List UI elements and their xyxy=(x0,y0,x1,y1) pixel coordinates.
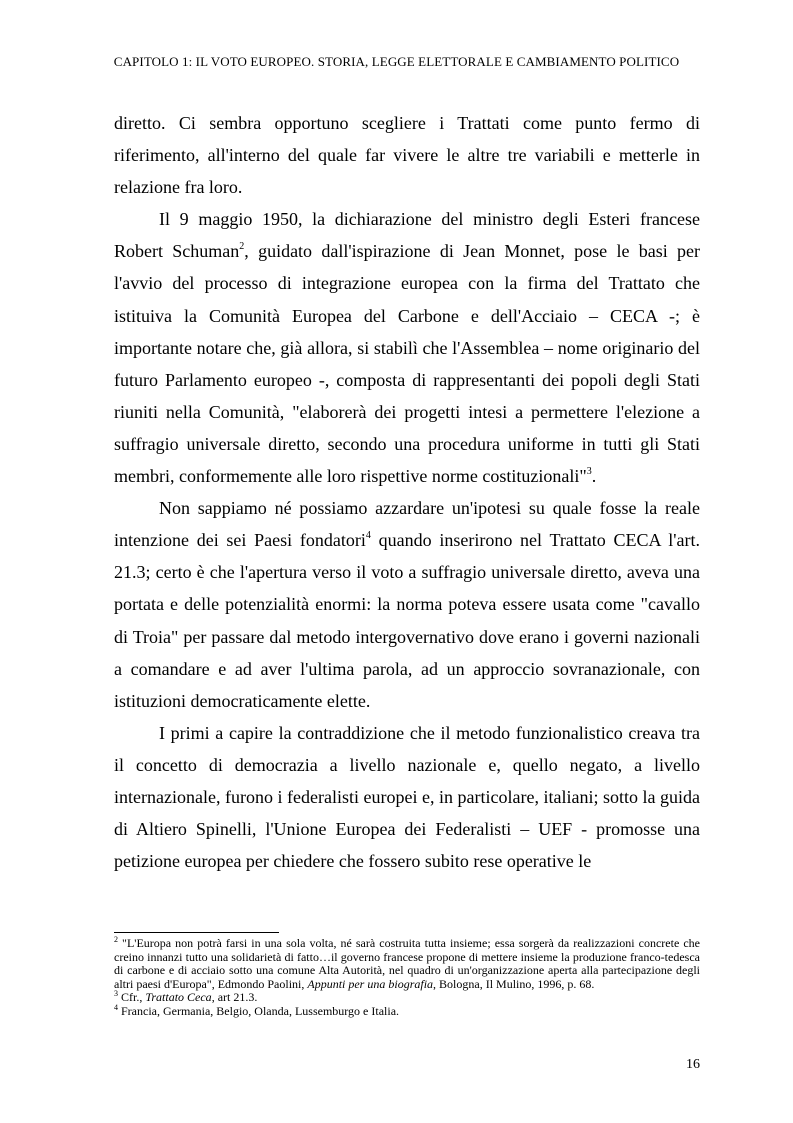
footnote-separator xyxy=(114,932,279,933)
footnote-4-number: 4 xyxy=(114,1002,118,1012)
footnote-ref-4[interactable]: 4 xyxy=(365,530,371,542)
footnote-ref-2[interactable]: 2 xyxy=(239,241,245,253)
paragraph-2 xyxy=(114,203,700,492)
running-header: CAPITOLO 1: IL VOTO EUROPEO. STORIA, LEGGE ELETTORALE E CAMBIAMENTO POLITICO xyxy=(113,54,680,69)
paragraph-3 xyxy=(114,492,700,717)
footnote-3-number: 3 xyxy=(114,989,118,998)
main-text xyxy=(114,107,700,877)
footnote-3-pre: Cfr., xyxy=(118,990,146,1004)
footnote-4 xyxy=(114,1002,700,1019)
footnotes xyxy=(114,937,700,1018)
page-number: 16 xyxy=(686,1057,700,1072)
paragraph-2-part-a: Il 9 maggio 1950, la dichiarazione del ministro degli Esteri francese Robert Schuman xyxy=(114,209,700,262)
footnote-4-text: Francia, Germania, Belgio, Olanda, Lussemburgo e Italia. xyxy=(118,1003,400,1018)
footnote-ref-3[interactable]: 3 xyxy=(586,466,592,478)
footnote-2-title: Appunti per una biografia xyxy=(307,976,434,991)
paragraph-2-part-c: . xyxy=(591,466,597,487)
paragraph-1: diretto. Ci sembra opportuno scegliere i Trattati come punto fermo di riferimento, all'interno del quale far vivere le altre tre variabili e metterle in relazione fra loro. xyxy=(114,113,700,198)
footnote-2 xyxy=(114,937,700,991)
paragraph-2-part-b: , guidato dall'ispirazione di Jean Monnet, pose le basi per l'avvio del processo di integrazione europea con la firma del Trattato che istituiva la Comunità Europea del Carbone e dell'Acciaio – CECA -; è importante notare che, già allora, si stabilì che l'Assemblea – nome originario del futuro Parlamento europeo -, composta di rappresentanti dei popoli degli Stati riuniti nella Comunità, "elaborerà dei progetti intesi a permettere l'elezione a suffragio universale diretto, secondo una procedura uniforme in tutti gli Stati membri, conformemente alle loro rispettive norme costituzionali" xyxy=(114,241,701,487)
footnote-2-tail: , Bologna, Il Mulino, 1996, p. 68. xyxy=(433,976,595,991)
paragraph-4: I primi a capire la contraddizione che il metodo funzionalistico creava tra il concetto di democrazia a livello nazionale e, quello negato, a livello internazionale, furono i federalisti europei e, in particolare, italiani; sotto la guida di Altiero Spinelli, l'Unione Europea dei Federalisti – UEF - promosse una petizione europea per chiedere che fossero subito rese operative le xyxy=(114,722,700,872)
footnote-2-number: 2 xyxy=(114,935,118,944)
footnote-3-tail: , art 21.3. xyxy=(211,990,258,1004)
footnote-2-text: "L'Europa non potrà farsi in una sola volta, né sarà costruita tutta insieme; essa sorgerà da realizzazioni concrete che creino innanzi tutto una solidarietà di fatto…il governo francese propone di mettere insieme la produzione franco-tedesca di carbone e di acciaio sotto una comune Alta Autorità, nel quadro di un'organizzazione aperta alla partecipazione degli altri paesi d'Europa", Edmondo Paolini, xyxy=(114,936,700,991)
footnote-3 xyxy=(114,991,700,1005)
paragraph-3-part-a: Non sappiamo né possiamo azzardare un'ipotesi su quale fosse la reale intenzione dei sei Paesi fondatori xyxy=(114,498,700,551)
footnote-3-title: Trattato Ceca xyxy=(145,990,212,1004)
paragraph-3-part-b: quando inserirono nel Trattato CECA l'art. 21.3; certo è che l'apertura verso il voto a suffragio universale diretto, aveva una portata e delle potenzialità enormi: la norma poteva essere usata come "cavallo di Troia" per passare dal metodo intergovernativo dove erano i governi nazionali a comandare e ad aver l'ultima parola, ad un approccio sovranazionale, con istituzioni democraticamente elette. xyxy=(114,530,700,711)
